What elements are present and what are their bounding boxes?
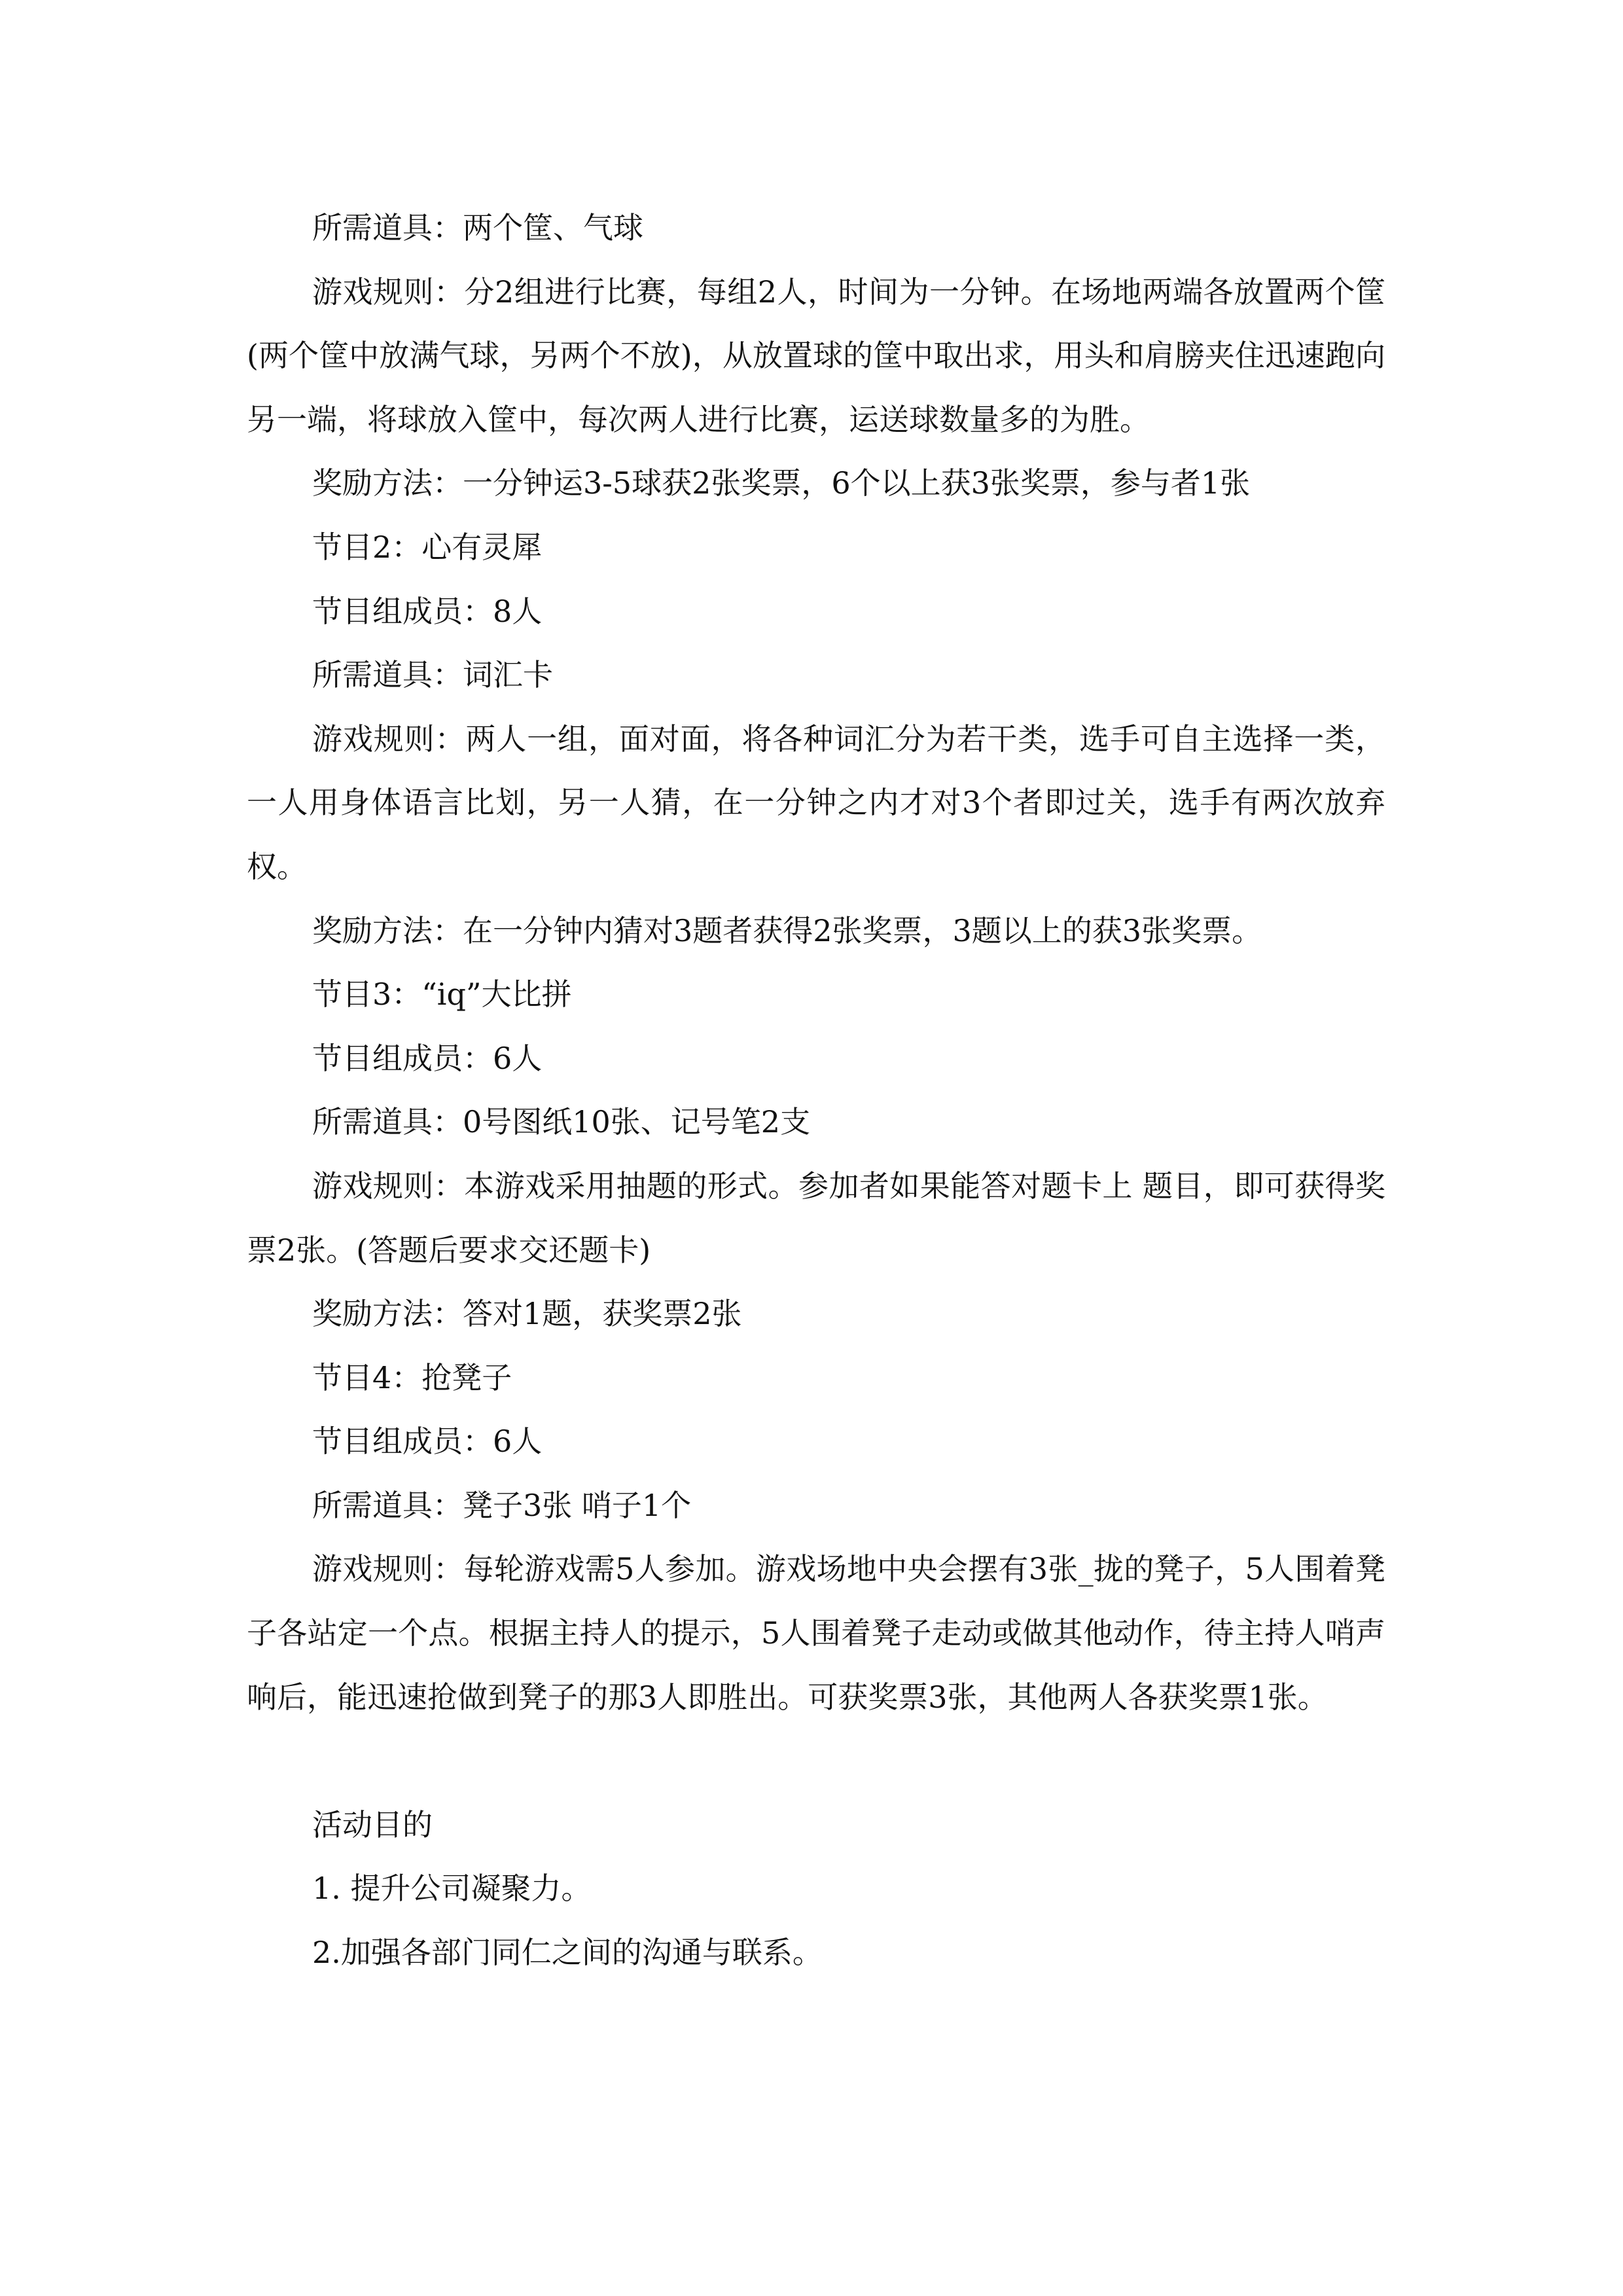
section4-rules: 游戏规则：每轮游戏需5人参加。游戏场地中央会摆有3张_拢的凳子，5人围着凳子各站定一个点。根据主持人的提示，5人围着凳子走动或做其他动作，待主持人哨声响后，能迅速抢做到凳子的那3人即胜出。可获奖票3张，其他两人各获奖票1张。: [247, 1551, 1385, 1715]
section3-rules: 游戏规则：本游戏采用抽题的形式。参加者如果能答对题卡上 题目，即可获得奖票2张。(答题后要求交还题卡): [247, 1168, 1385, 1268]
section3-reward: 奖励方法：答对1题，获奖票2张: [312, 1296, 742, 1332]
purpose-heading: 活动目的: [312, 1806, 433, 1842]
section2-title: 节目2：心有灵犀: [312, 529, 543, 565]
section3-title: 节目3：“iq”大比拼: [312, 977, 572, 1013]
section1-rules: 游戏规则：分2组进行比赛，每组2人，时间为一分钟。在场地两端各放置两个筐(两个筐中放满气球，另两个不放)，从放置球的筐中取出求，用头和肩膀夹住迅速跑向另一端，将球放入筐中，每次两人进行比赛，运送球数量多的为胜。: [247, 274, 1385, 437]
section3-props: 所需道具：0号图纸10张、记号笔2支: [312, 1104, 811, 1140]
purpose-item-1: 1. 提升公司凝聚力。: [312, 1871, 592, 1907]
section-spacer: [247, 1729, 1385, 1793]
section2-props: 所需道具：词汇卡: [312, 657, 553, 693]
section3-members: 节目组成员：6人: [312, 1040, 543, 1076]
section4-title: 节目4：抢凳子: [312, 1359, 512, 1395]
section4-members: 节目组成员：6人: [312, 1424, 543, 1460]
section1-props: 所需道具：两个筐、气球: [312, 210, 643, 245]
section1-reward: 奖励方法：一分钟运3-5球获2张奖票，6个以上获3张奖票，参与者1张: [312, 465, 1251, 501]
purpose-item-2: 2.加强各部门同仁之间的沟通与联系。: [312, 1935, 823, 1971]
section2-members: 节目组成员：8人: [312, 593, 543, 629]
document-body: [247, 196, 1385, 1985]
section2-reward: 奖励方法：在一分钟内猜对3题者获得2张奖票，3题以上的获3张奖票。: [312, 912, 1262, 948]
section4-props: 所需道具：凳子3张 哨子1个: [312, 1487, 692, 1523]
section2-rules: 游戏规则：两人一组，面对面，将各种词汇分为若干类，选手可自主选择一类，一人用身体语言比划，另一人猜，在一分钟之内才对3个者即过关，选手有两次放弃权。: [247, 721, 1385, 884]
